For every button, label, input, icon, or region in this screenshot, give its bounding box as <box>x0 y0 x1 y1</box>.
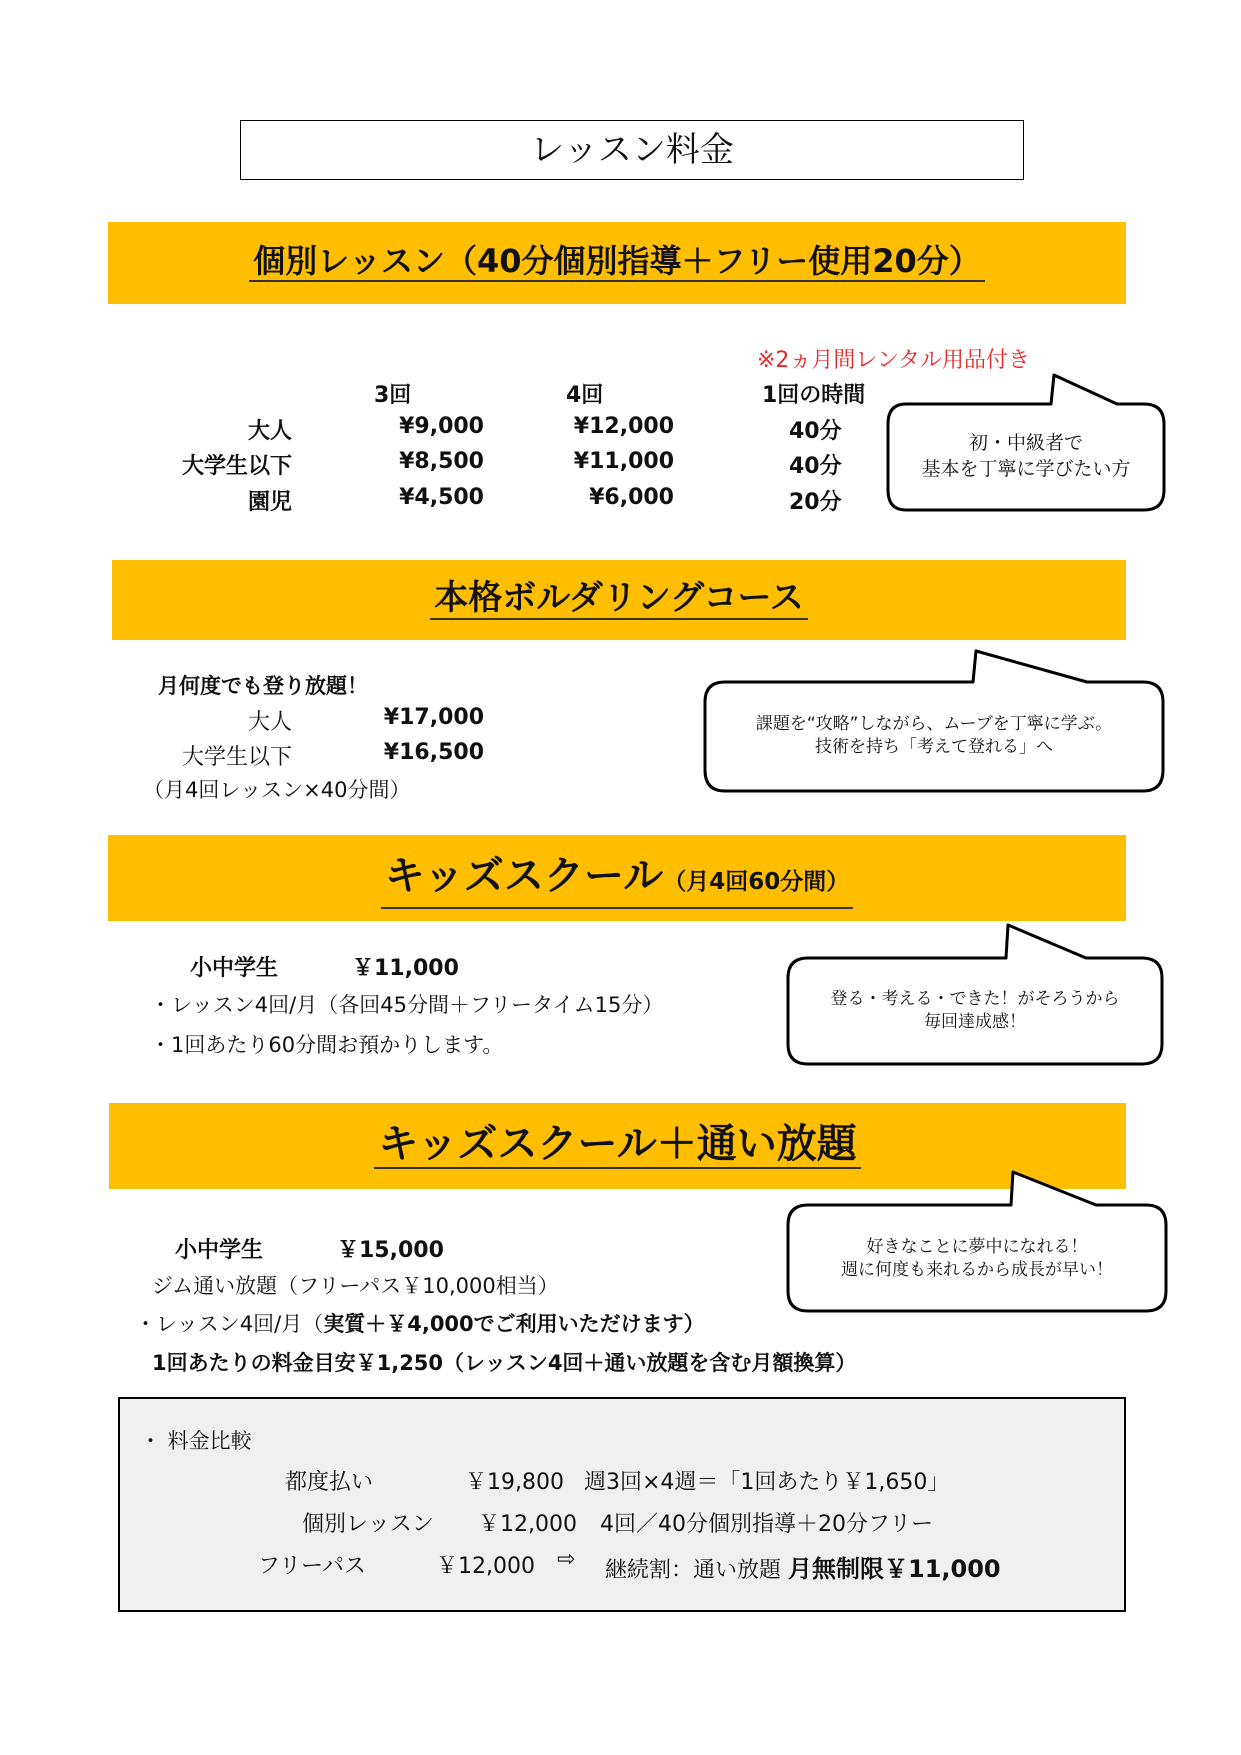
comparison-row-desc <box>605 1549 1001 1584</box>
kids-plus-line2 <box>135 1308 705 1338</box>
row-label: 大人 <box>247 419 292 444</box>
bubble-line: 課題を“攻略”しながら、ムーブを丁寧に学ぶ。 <box>755 714 1113 734</box>
kids-plus-heading: キッズスクール＋通い放題 <box>374 1121 860 1169</box>
row-price-3: ¥9,000 <box>399 414 484 439</box>
bouldering-note: （月4回レッスン×40分間） <box>143 778 411 802</box>
row-time: 20分 <box>789 490 842 515</box>
speech-bubble-bouldering <box>703 651 1165 793</box>
kids-heading: キッズスクール <box>384 853 664 899</box>
kids-heading-wrap <box>381 853 853 909</box>
right-arrow-icon: ⇨ <box>557 1547 576 1572</box>
comparison-row-desc: 4回／40分個別指導＋20分フリー <box>600 1512 934 1537</box>
comparison-row-desc: 週3回×4週＝「1回あたり￥1,650」 <box>584 1470 950 1495</box>
kids-label: 小中学生 <box>190 956 279 981</box>
kids-plus-line2-b: 実質＋￥4,000でご利用いただけます） <box>323 1312 705 1336</box>
col-header-3: 3回 <box>374 383 412 408</box>
kids-line: ・レッスン4回/月（各回45分間＋フリータイム15分） <box>150 993 664 1017</box>
rental-note: ※2ヵ月間レンタル用品付き <box>757 348 1031 373</box>
bubble-line: 好きなことに夢中になれる！ <box>866 1237 1088 1257</box>
bubble-line: 初・中級者で <box>968 432 1083 454</box>
col-header-time: 1回の時間 <box>762 383 866 408</box>
bouldering-row-price: ¥17,000 <box>383 705 484 730</box>
kids-plus-price: ￥15,000 <box>337 1238 444 1263</box>
kids-plus-line2-a: ・レッスン4回/月（ <box>135 1312 324 1336</box>
row-label: 大学生以下 <box>181 454 292 479</box>
row-price-4: ¥6,000 <box>589 485 674 510</box>
kids-heading-sub: （月4回60分間） <box>663 869 850 895</box>
bubble-line: 週に何度も来れるから成長が早い！ <box>841 1259 1113 1280</box>
kids-price: ￥11,000 <box>352 956 459 981</box>
comparison-row-price: ￥19,800 <box>465 1470 564 1495</box>
row-label: 園児 <box>247 490 292 515</box>
row-price-4: ¥12,000 <box>573 414 674 439</box>
kids-plus-line1: ジム通い放題（フリーパス￥10,000相当） <box>152 1274 559 1298</box>
bubble-line: 毎回達成感！ <box>924 1011 1026 1032</box>
bouldering-heading-band <box>112 560 1126 640</box>
row-time: 40分 <box>789 419 842 444</box>
kids-line: ・1回あたり60分間お預かりします。 <box>150 1033 504 1057</box>
bubble-line: 技術を持ち「考えて登れる」へ <box>815 736 1053 757</box>
page-title: レッスン料金 <box>240 120 1024 180</box>
row-price-3: ¥4,500 <box>399 485 484 510</box>
bubble-line: 基本を丁寧に学びたい方 <box>921 457 1131 480</box>
row-price-4: ¥11,000 <box>573 449 674 474</box>
kids-plus-label: 小中学生 <box>175 1238 264 1263</box>
speech-bubble-kids <box>786 925 1164 1066</box>
comparison-row-price: ￥12,000 <box>436 1554 535 1579</box>
speech-bubble-kids-plus <box>786 1172 1168 1313</box>
row-price-3: ¥8,500 <box>399 449 484 474</box>
bubble-line: 登る・考える・できた！がそろうから <box>830 989 1120 1009</box>
comparison-desc-bold: 月無制限￥11,000 <box>788 1555 1001 1583</box>
price-comparison-box <box>118 1397 1126 1612</box>
comparison-row-label: フリーパス <box>258 1554 367 1579</box>
speech-bubble-individual <box>886 375 1166 512</box>
row-time: 40分 <box>789 454 842 479</box>
individual-heading-band <box>108 222 1126 304</box>
comparison-desc-normal: 継続割：通い放題 <box>605 1558 782 1583</box>
comparison-row-price: ￥12,000 <box>478 1512 577 1537</box>
bouldering-lead: 月何度でも登り放題！ <box>158 674 368 698</box>
bouldering-row-label: 大人 <box>247 710 292 735</box>
col-header-4: 4回 <box>566 383 604 408</box>
kids-plus-line3: 1回あたりの料金目安￥1,250（レッスン4回＋通い放題を含む月額換算） <box>152 1351 857 1375</box>
comparison-row-label: 都度払い <box>285 1470 374 1495</box>
individual-heading: 個別レッスン（40分個別指導＋フリー使用20分） <box>249 242 984 282</box>
kids-heading-band <box>108 835 1126 921</box>
bouldering-heading: 本格ボルダリングコース <box>430 578 808 620</box>
comparison-row-label: 個別レッスン <box>302 1512 434 1537</box>
comparison-title: ・ 料金比較 <box>140 1429 252 1453</box>
bouldering-row-price: ¥16,500 <box>383 740 484 765</box>
bouldering-row-label: 大学生以下 <box>181 745 292 770</box>
